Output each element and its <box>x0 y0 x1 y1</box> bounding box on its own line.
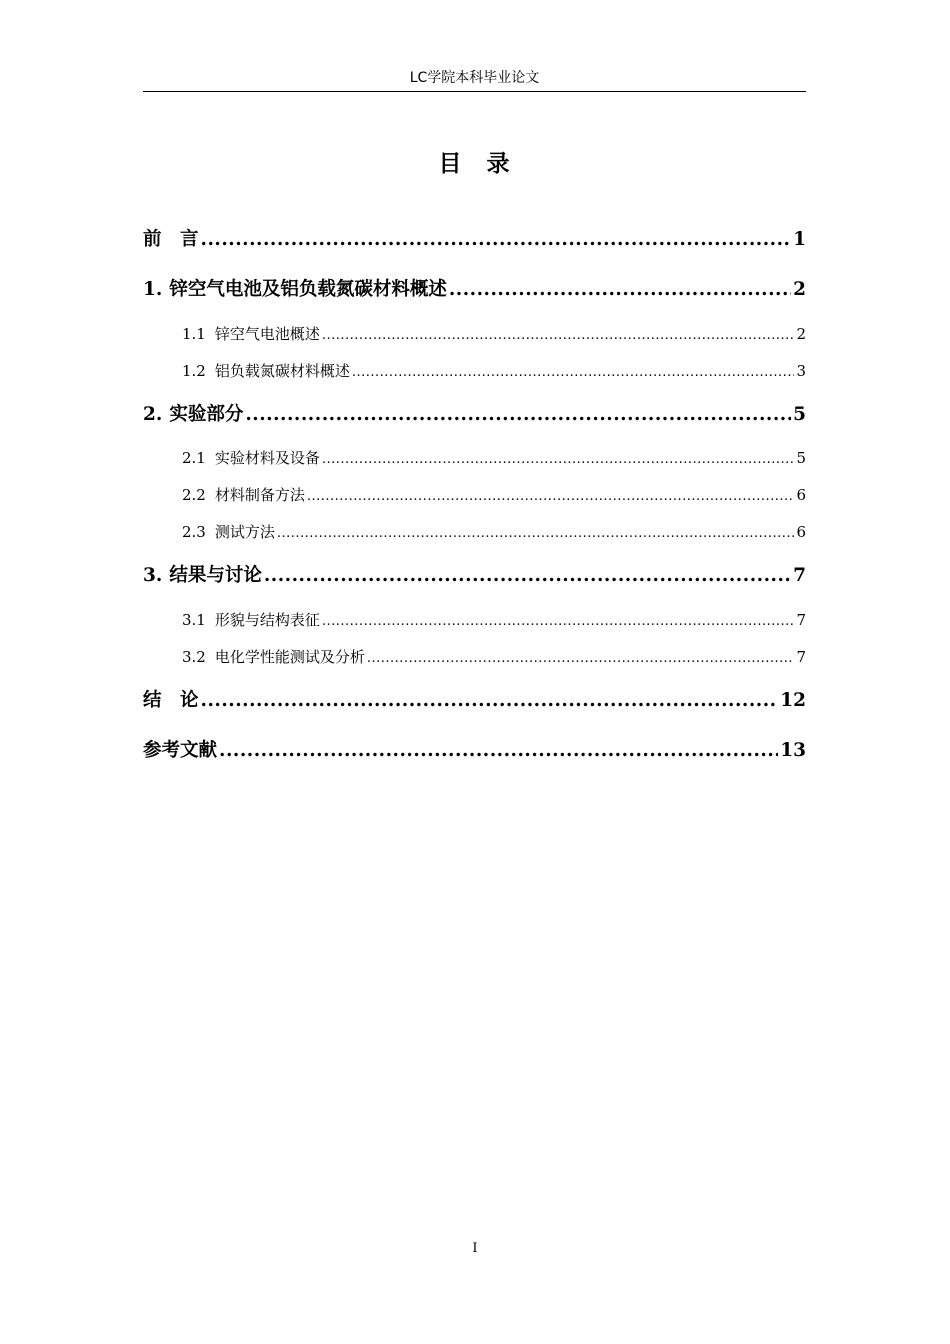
toc-entry-number: 2.2 <box>182 486 206 504</box>
toc-entry-label: 结果与讨论 <box>169 565 262 586</box>
toc-entry-label: 锌空气电池概述 <box>214 325 320 343</box>
toc-entry-chapter-1[interactable] <box>143 275 806 305</box>
toc-entry-label: 实验部分 <box>169 404 244 425</box>
toc-leader <box>219 736 778 766</box>
toc-leader <box>352 361 795 385</box>
toc-leader <box>201 686 779 716</box>
running-header: LC学院本科毕业论文 <box>409 70 540 86</box>
toc-entry-chapter-2[interactable] <box>143 400 806 430</box>
toc-leader <box>245 400 791 430</box>
toc-entry-label: 实验材料及设备 <box>214 449 320 467</box>
toc-leader <box>201 225 792 255</box>
toc-leader <box>307 485 795 509</box>
toc-entry-page: 13 <box>780 740 806 761</box>
toc-entry-number: 3.1 <box>182 611 206 629</box>
toc-entry-number: 2. <box>143 404 163 425</box>
toc-entry-page: 7 <box>793 565 806 586</box>
toc-entry-section-2-3[interactable] <box>182 520 806 544</box>
toc-entry-page: 5 <box>793 404 806 425</box>
toc-entry-label: 前 言 <box>143 229 199 250</box>
toc-entry-label: 结 论 <box>143 690 199 711</box>
toc-leader <box>322 448 795 472</box>
toc-entry-section-1-2[interactable] <box>182 359 806 383</box>
toc-leader <box>277 522 795 546</box>
toc-entry-label: 形貌与结构表征 <box>214 611 320 629</box>
toc-leader <box>264 561 791 591</box>
toc-entry-number: 1.1 <box>182 325 206 343</box>
toc-entry-page: 7 <box>796 611 806 629</box>
toc-entry-page: 2 <box>793 279 806 300</box>
toc-entry-section-3-2[interactable] <box>182 645 806 669</box>
toc-leader <box>322 324 795 348</box>
toc-title: 目 录 <box>438 151 511 177</box>
toc-entry-label: 材料制备方法 <box>214 486 305 504</box>
toc-entry-chapter-3[interactable] <box>143 561 806 591</box>
toc-entry-page: 5 <box>796 449 806 467</box>
toc-entry-label: 锌空气电池及铝负载氮碳材料概述 <box>169 279 447 300</box>
toc-entry-number: 2.3 <box>182 523 206 541</box>
toc-entry-section-2-2[interactable] <box>182 483 806 507</box>
toc-entry-page: 2 <box>796 325 806 343</box>
toc-entry-number: 3.2 <box>182 648 206 666</box>
toc-entry-label: 铝负载氮碳材料概述 <box>214 362 350 380</box>
toc-entry-section-2-1[interactable] <box>182 446 806 470</box>
toc-leader <box>322 610 795 634</box>
toc-leader <box>367 647 795 671</box>
toc-entry-label: 测试方法 <box>214 523 275 541</box>
toc-entry-references[interactable] <box>143 736 806 766</box>
toc-entry-page: 12 <box>780 690 806 711</box>
toc-entry-preface[interactable] <box>143 225 806 255</box>
toc-leader <box>449 275 791 305</box>
toc-entry-number: 2.1 <box>182 449 206 467</box>
page-number: I <box>472 1241 478 1256</box>
toc-entry-label: 参考文献 <box>143 740 218 761</box>
toc-entry-number: 1.2 <box>182 362 206 380</box>
toc-entry-label: 电化学性能测试及分析 <box>214 648 365 666</box>
toc-entry-page: 6 <box>796 486 806 504</box>
toc-entry-number: 3. <box>143 565 163 586</box>
toc-entry-conclusion[interactable] <box>143 686 806 716</box>
toc-entry-number: 1. <box>143 279 163 300</box>
toc-entry-page: 3 <box>796 362 806 380</box>
toc-entry-page: 6 <box>796 523 806 541</box>
toc-entry-page: 1 <box>793 229 806 250</box>
toc-entry-page: 7 <box>796 648 806 666</box>
toc-entry-section-3-1[interactable] <box>182 608 806 632</box>
toc-entry-section-1-1[interactable] <box>182 322 806 346</box>
